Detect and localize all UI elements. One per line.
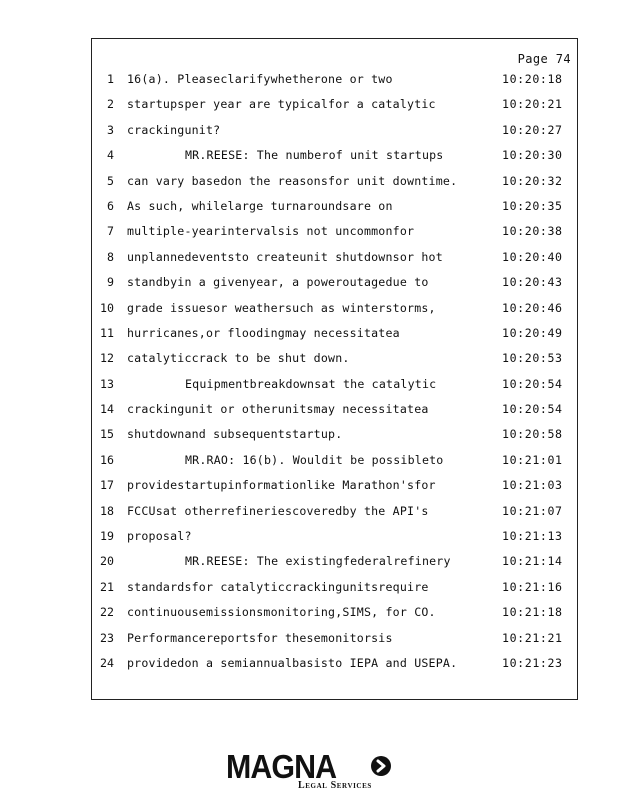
transcript-lines [92, 69, 577, 678]
transcript-line [92, 69, 577, 94]
line-timestamp: 10:20:21 [502, 97, 563, 112]
line-number: 17 [100, 478, 114, 493]
transcript-line [92, 399, 577, 424]
line-timestamp: 10:20:32 [502, 173, 563, 188]
transcript-page [91, 38, 578, 700]
line-number: 21 [100, 579, 114, 594]
line-number: 1 [107, 72, 114, 86]
line-text: grade issuesor weathersuch as winterstorms, [127, 300, 436, 315]
line-number: 12 [100, 351, 114, 366]
line-timestamp: 10:21:03 [502, 478, 563, 493]
transcript-line [92, 526, 577, 551]
line-text: providestartupinformationlike Marathon'sfor [127, 478, 436, 493]
line-text: proposal? [127, 529, 192, 544]
page-number-value: 74 [555, 52, 571, 66]
line-number: 5 [107, 173, 114, 188]
line-timestamp: 10:20:40 [502, 249, 563, 264]
line-text: multiple-yearintervalsis not uncommonfor [127, 224, 415, 239]
line-timestamp: 10:21:07 [502, 503, 563, 518]
line-number: 13 [100, 376, 114, 391]
line-text: MR.REESE: The existingfederalrefinery [185, 554, 451, 569]
line-timestamp: 10:20:27 [502, 122, 563, 137]
line-timestamp: 10:20:18 [502, 72, 563, 86]
line-timestamp: 10:21:14 [502, 554, 563, 569]
transcript-line [92, 272, 577, 297]
line-timestamp: 10:20:35 [502, 198, 563, 213]
line-text: FCCUsat otherrefineriescoveredby the API's [127, 503, 429, 518]
page-label: Page [517, 52, 549, 66]
transcript-line [92, 374, 577, 399]
line-text: standardsfor catalyticcrackingunitsrequire [127, 579, 429, 594]
transcript-line [92, 348, 577, 373]
line-text: startupsper year are typicalfor a catalytic [127, 97, 436, 112]
transcript-line [92, 602, 577, 627]
transcript-line [92, 577, 577, 602]
line-timestamp: 10:21:23 [502, 655, 563, 670]
line-text: catalyticcrack to be shut down. [127, 351, 350, 366]
line-text: Equipmentbreakdownsat the catalytic [185, 376, 437, 391]
transcript-line [92, 628, 577, 653]
line-timestamp: 10:21:21 [502, 630, 563, 645]
line-number: 23 [100, 630, 114, 645]
page-number [518, 52, 571, 66]
transcript-line [92, 424, 577, 449]
line-timestamp: 10:21:16 [502, 579, 563, 594]
line-number: 3 [107, 122, 114, 137]
line-timestamp: 10:20:58 [502, 427, 563, 442]
line-text: As such, whilelarge turnaroundsare on [127, 198, 393, 213]
line-text: shutdownand subsequentstartup. [127, 427, 343, 442]
line-text: unplannedeventsto createunit shutdownsor hot [127, 249, 443, 264]
arrow-circle-icon [370, 755, 392, 777]
line-timestamp: 10:20:43 [502, 275, 563, 290]
line-text: crackingunit? [127, 122, 221, 137]
line-text: 16(a). Pleaseclarifywhetherone or two [127, 72, 393, 86]
line-number: 4 [107, 148, 114, 163]
transcript-line [92, 653, 577, 678]
line-number: 20 [100, 554, 114, 569]
transcript-line [92, 475, 577, 500]
transcript-line [92, 323, 577, 348]
magna-logo [226, 750, 396, 794]
line-text: hurricanes,or floodingmay necessitatea [127, 325, 400, 340]
line-number: 18 [100, 503, 114, 518]
line-text: crackingunit or otherunitsmay necessitatea [127, 402, 429, 417]
transcript-line [92, 247, 577, 272]
transcript-line [92, 450, 577, 475]
line-timestamp: 10:20:53 [502, 351, 563, 366]
line-number: 24 [100, 655, 114, 670]
line-timestamp: 10:21:18 [502, 605, 563, 620]
line-number: 2 [107, 97, 114, 112]
transcript-line [92, 145, 577, 170]
line-number: 11 [100, 325, 114, 340]
line-text: can vary basedon the reasonsfor unit downtime. [127, 173, 458, 188]
line-text: continuousemissionsmonitoring,SIMS, for CO. [127, 605, 436, 620]
transcript-line [92, 551, 577, 576]
line-number: 15 [100, 427, 114, 442]
line-timestamp: 10:21:01 [502, 452, 563, 467]
line-number: 9 [107, 275, 114, 290]
line-number: 10 [100, 300, 114, 315]
logo-wordmark: MAGNA [226, 748, 337, 785]
transcript-line [92, 298, 577, 323]
transcript-line [92, 221, 577, 246]
line-text: MR.RAO: 16(b). Wouldit be possibleto [185, 452, 444, 467]
logo-tagline: Legal Services [298, 780, 372, 791]
line-timestamp: 10:21:13 [502, 529, 563, 544]
transcript-line [92, 196, 577, 221]
transcript-line [92, 94, 577, 119]
line-timestamp: 10:20:30 [502, 148, 563, 163]
line-timestamp: 10:20:49 [502, 325, 563, 340]
line-timestamp: 10:20:54 [502, 376, 563, 391]
line-number: 8 [107, 249, 114, 264]
transcript-line [92, 501, 577, 526]
line-number: 22 [100, 605, 114, 620]
line-timestamp: 10:20:38 [502, 224, 563, 239]
line-text: standbyin a givenyear, a poweroutagedue to [127, 275, 429, 290]
line-text: providedon a semiannualbasisto IEPA and USEPA. [127, 655, 458, 670]
transcript-line [92, 171, 577, 196]
line-number: 16 [100, 452, 114, 467]
line-number: 14 [100, 402, 114, 417]
line-number: 6 [107, 198, 114, 213]
line-number: 7 [107, 224, 114, 239]
line-text: MR.REESE: The numberof unit startups [185, 148, 444, 163]
transcript-line [92, 120, 577, 145]
line-timestamp: 10:20:54 [502, 402, 563, 417]
line-number: 19 [100, 529, 114, 544]
line-text: Performancereportsfor thesemonitorsis [127, 630, 393, 645]
line-timestamp: 10:20:46 [502, 300, 563, 315]
